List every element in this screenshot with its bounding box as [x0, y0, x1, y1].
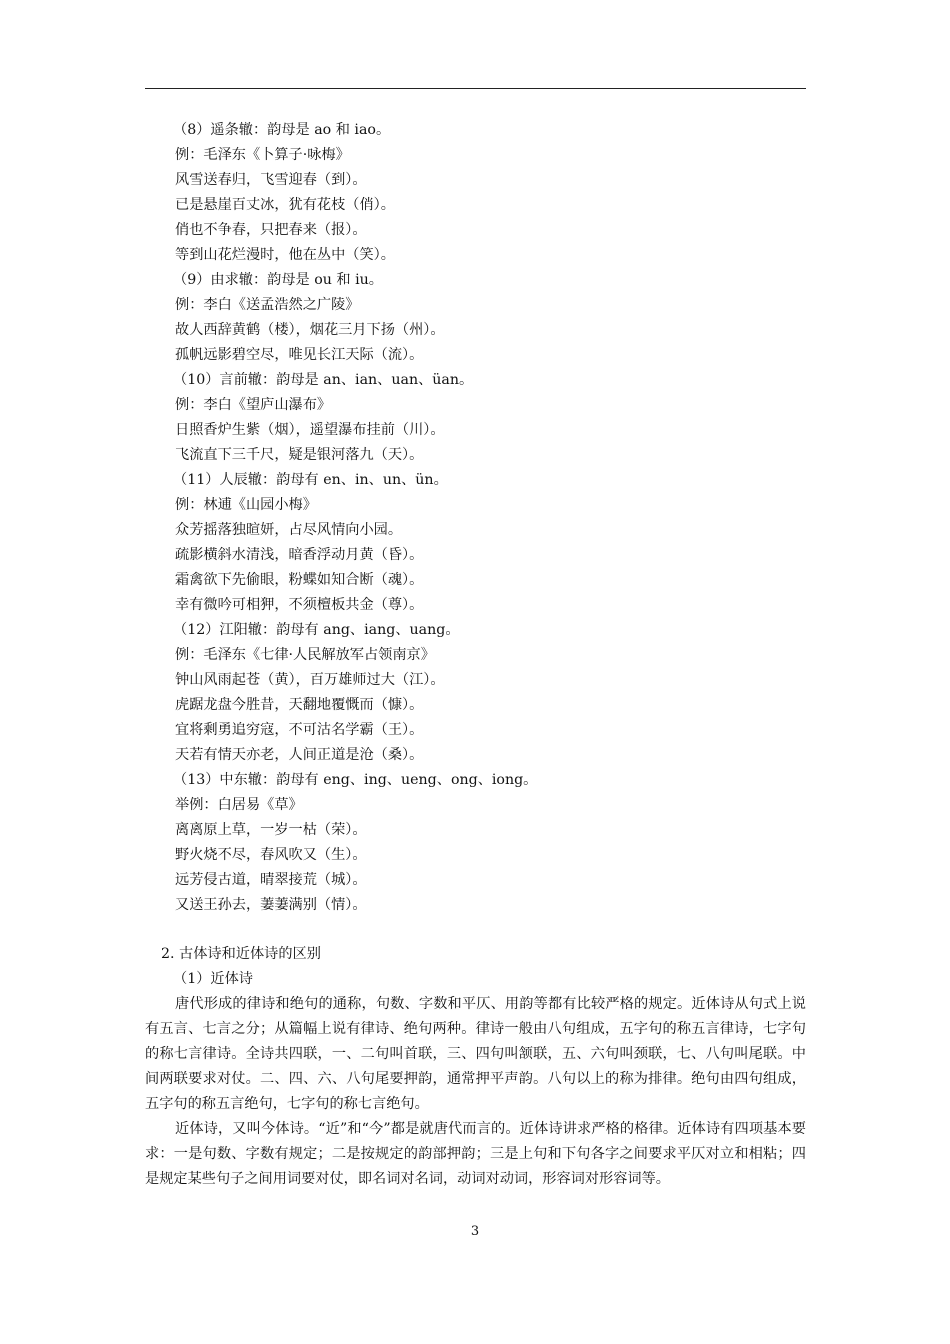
poem-line: 日照香炉生紫（烟），遥望瀑布挂前（川）。: [175, 422, 445, 438]
example-title: 例：毛泽东《七律·人民解放军占领南京》: [175, 647, 435, 663]
poem-line: 风雪送春归，飞雪迎春（到）。: [175, 172, 367, 188]
example-title: 例：林逋《山园小梅》: [175, 497, 317, 513]
poem-line: 虎踞龙盘今胜昔，天翻地覆慨而（慷）。: [175, 697, 424, 713]
poem-line: 又送王孙去，萋萋满别（情）。: [175, 897, 367, 913]
rhyme-heading-yanqian: （10）言前辙：韵母是 an、ian、uan、üan。: [173, 372, 474, 388]
poem-line: 幸有微吟可相狎，不须檀板共金（尊）。: [175, 597, 424, 613]
poem-line: 俏也不争春，只把春来（报）。: [175, 222, 367, 238]
poem-line: 孤帆远影碧空尽，唯见长江天际（流）。: [175, 347, 424, 363]
body-paragraph: 近体诗，又叫今体诗。“近”和“今”都是就唐代而言的。近体诗讲求严格的格律。近体诗有四项基本要求：一是句数、字数有规定；二是按规定的韵部押韵；三是上句和下句各字之间要求平仄对立和相粘；四是规定某些句子之间用词要对仗，即名词对名词，动词对动词，形容词对形容词等。: [145, 1121, 806, 1187]
poem-line: 离离原上草，一岁一枯（荣）。: [175, 822, 367, 838]
example-title: 例：李白《望庐山瀑布》: [175, 397, 332, 413]
page-content: [145, 118, 806, 1192]
rhyme-heading-jiangyang: （12）江阳辙：韵母有 ang、iang、uang。: [173, 622, 460, 638]
poem-line: 疏影横斜水清浅，暗香浮动月黄（昏）。: [175, 547, 424, 563]
rhyme-heading-yaotiao: （8）遥条辙：韵母是 ao 和 iao。: [173, 122, 391, 138]
poem-line: 宜将剩勇追穷寇，不可沽名学霸（王）。: [175, 722, 424, 738]
body-paragraph: 唐代形成的律诗和绝句的通称，句数、字数和平仄、用韵等都有比较严格的规定。近体诗从句式上说有五言、七言之分；从篇幅上说有律诗、绝句两种。律诗一般由八句组成，五字句的称五言律诗，七字句的称七言律诗。全诗共四联，一、二句叫首联，三、四句叫颔联，五、六句叫颈联，七、八句叫尾联。中间两联要求对仗。二、四、六、八句尾要押韵，通常押平声韵。八句以上的称为排律。绝句由四句组成，五字句的称五言绝句，七字句的称七言绝句。: [145, 996, 806, 1112]
example-title: 例：毛泽东《卜算子·咏梅》: [175, 147, 350, 163]
spacer: [145, 918, 806, 942]
poem-line: 众芳摇落独暄妍，占尽风情向小园。: [175, 522, 403, 538]
poem-line: 天若有情天亦老，人间正道是沧（桑）。: [175, 747, 424, 763]
poem-line: 霜禽欲下先偷眼，粉蝶如知合断（魂）。: [175, 572, 424, 588]
poem-line: 故人西辞黄鹤（楼），烟花三月下扬（州）。: [175, 322, 445, 338]
poem-line: 飞流直下三千尺，疑是银河落九（天）。: [175, 447, 424, 463]
poem-line: 钟山风雨起苍（黄），百万雄师过大（江）。: [175, 672, 445, 688]
poem-line: 等到山花烂漫时，他在丛中（笑）。: [175, 247, 395, 263]
example-title: 举例：白居易《草》: [175, 797, 303, 813]
rhyme-heading-youqiu: （9）由求辙：韵母是 ou 和 iu。: [173, 272, 383, 288]
poem-line: 远芳侵古道，晴翠接荒（城）。: [175, 872, 367, 888]
example-title: 例：李白《送孟浩然之广陵》: [175, 297, 360, 313]
poem-line: 野火烧不尽，春风吹又（生）。: [175, 847, 367, 863]
rhyme-heading-renchen: （11）人辰辙：韵母有 en、in、un、ün。: [173, 472, 448, 488]
section-heading: 2. 古体诗和近体诗的区别: [161, 946, 321, 962]
subsection-heading: （1）近体诗: [173, 971, 253, 987]
page-number: 3: [470, 1224, 480, 1239]
poem-line: 已是悬崖百丈冰，犹有花枝（俏）。: [175, 197, 395, 213]
rhyme-heading-zhongdong: （13）中东辙：韵母有 eng、ing、ueng、ong、iong。: [173, 772, 538, 788]
header-rule: [145, 88, 806, 89]
